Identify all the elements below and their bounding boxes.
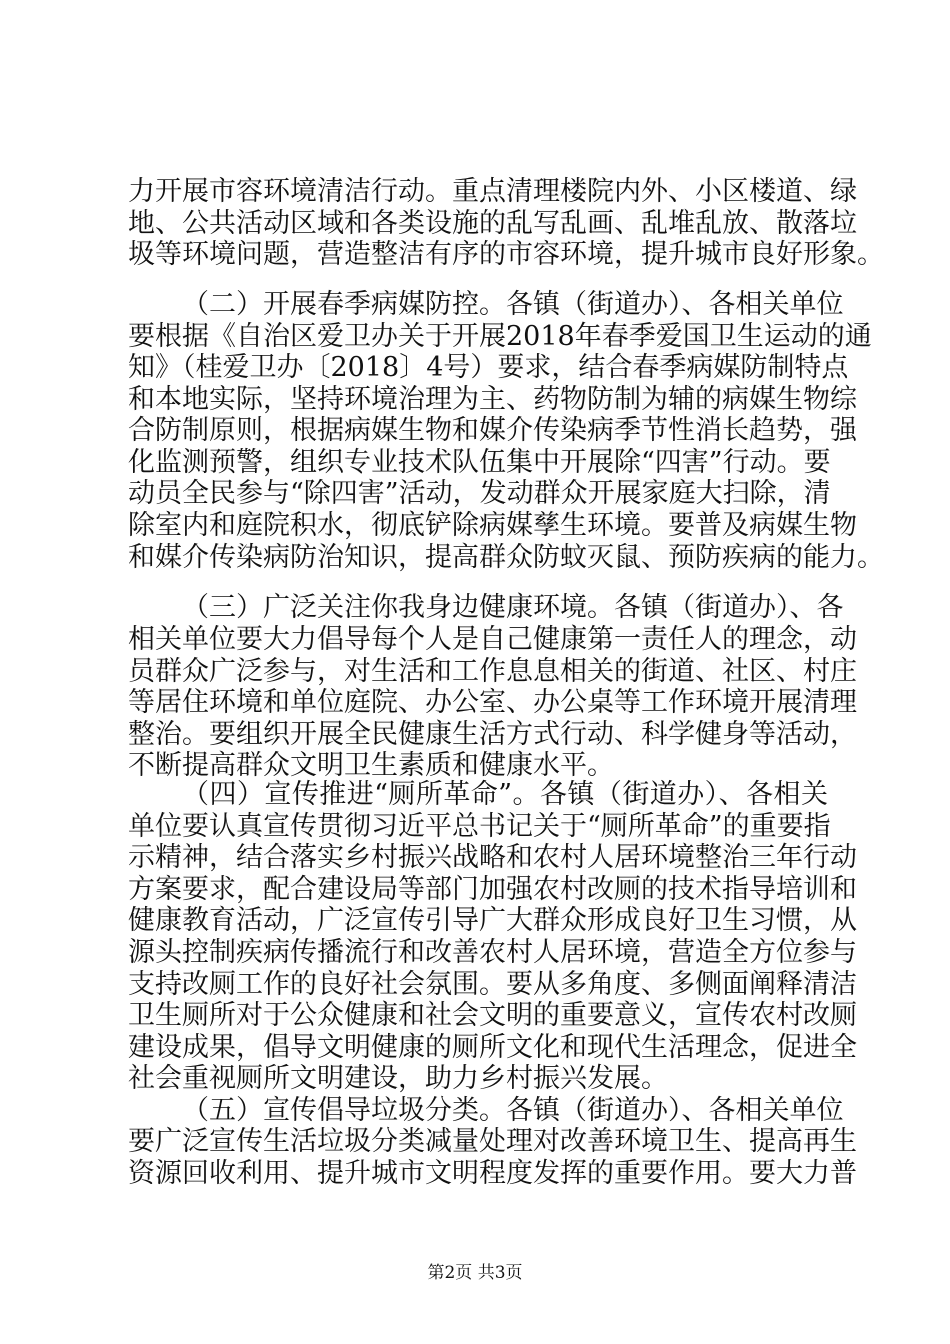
text-line: 地、公共活动区域和各类设施的乱写乱画、乱堆乱放、散落垃 (128, 208, 857, 239)
text-line: 知》（桂爱卫办〔2018〕4号）要求，结合春季病媒防制特点 (128, 352, 849, 383)
text-line: 和媒介传染病防治知识，提高群众防蚊灭鼠、预防疾病的能力。 (128, 542, 884, 573)
text-line: 健康教育活动，广泛宣传引导广大群众形成良好卫生习惯，从 (128, 905, 857, 936)
text-line: 动员全民参与“除四害”活动，发动群众开展家庭大扫除，清 (128, 478, 831, 509)
text-line: 合防制原则，根据病媒生物和媒介传染病季节性消长趋势，强 (128, 415, 857, 446)
text-line: （四）宣传推进“厕所革命”。各镇（街道办）、各相关 (182, 779, 828, 810)
text-line: 建设成果，倡导文明健康的厕所文化和现代生活理念，促进全 (128, 1032, 857, 1063)
text-line: 圾等环境问题，营造整洁有序的市容环境，提升城市良好形象。 (128, 239, 884, 270)
text-line: 等居住环境和单位庭院、办公室、办公桌等工作环境开展清理 (128, 687, 857, 718)
text-line: 员群众广泛参与，对生活和工作息息相关的街道、社区、村庄 (128, 656, 857, 687)
text-line: （三）广泛关注你我身边健康环境。各镇（街道办）、各 (182, 592, 844, 623)
text-line: 单位要认真宣传贯彻习近平总书记关于“厕所革命”的重要指 (128, 811, 831, 842)
text-line: 示精神，结合落实乡村振兴战略和农村人居环境整治三年行动 (128, 842, 857, 873)
text-line: 支持改厕工作的良好社会氛围。要从多角度、多侧面阐释清洁 (128, 969, 857, 1000)
text-line: 要根据《自治区爱卫办关于开展2018年春季爱国卫生运动的通 (128, 321, 872, 352)
text-line: 和本地实际，坚持环境治理为主、药物防制为辅的病媒生物综 (128, 384, 857, 415)
page-number-footer: 第2页 共3页 (427, 1263, 523, 1283)
text-line: 除室内和庭院积水，彻底铲除病媒孳生环境。要普及病媒生物 (128, 510, 857, 541)
text-line: 卫生厕所对于公众健康和社会文明的重要意义，宣传农村改厕 (128, 1000, 857, 1031)
text-line: 方案要求，配合建设局等部门加强农村改厕的技术指导培训和 (128, 874, 857, 905)
text-line: 化监测预警，组织专业技术队伍集中开展除“四害”行动。要 (128, 447, 831, 478)
text-line: 社会重视厕所文明建设，助力乡村振兴发展。 (128, 1063, 668, 1094)
text-line: （五）宣传倡导垃圾分类。各镇（街道办）、各相关单位 (182, 1095, 844, 1126)
text-line: 力开展市容环境清洁行动。重点清理楼院内外、小区楼道、绿 (128, 176, 857, 207)
text-line: 源头控制疾病传播流行和改善农村人居环境，营造全方位参与 (128, 937, 857, 968)
text-line: 资源回收利用、提升城市文明程度发挥的重要作用。要大力普 (128, 1158, 857, 1189)
text-line: 要广泛宣传生活垃圾分类减量处理对改善环境卫生、提高再生 (128, 1126, 857, 1157)
text-line: 不断提高群众文明卫生素质和健康水平。 (128, 750, 614, 781)
text-line: 相关单位要大力倡导每个人是自己健康第一责任人的理念，动 (128, 624, 857, 655)
text-line: 整治。要组织开展全民健康生活方式行动、科学健身等活动， (128, 719, 857, 750)
text-line: （二）开展春季病媒防控。各镇（街道办）、各相关单位 (182, 289, 844, 320)
